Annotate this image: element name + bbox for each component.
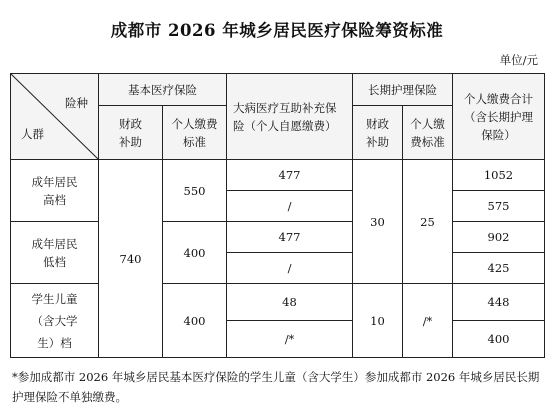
group-student: 学生儿童 （含大学 生）档 bbox=[11, 284, 99, 358]
ltc-subsidy-student: 10 bbox=[353, 284, 403, 358]
header-ltc-personal: 个人缴 费标准 bbox=[403, 106, 453, 160]
basic-personal-adult-low: 400 bbox=[163, 222, 227, 284]
serious-student-a: 48 bbox=[227, 284, 353, 321]
ltc-personal-adult: 25 bbox=[403, 160, 453, 284]
serious-adult-high-a: 477 bbox=[227, 160, 353, 191]
serious-adult-high-b: / bbox=[227, 191, 353, 222]
table-row bbox=[11, 222, 545, 253]
basic-personal-adult-high: 550 bbox=[163, 160, 227, 222]
ltc-subsidy-adult: 30 bbox=[353, 160, 403, 284]
header-basic-subsidy: 财政 补助 bbox=[99, 106, 163, 160]
serious-student-b: /* bbox=[227, 321, 353, 358]
total-student-a: 448 bbox=[453, 284, 545, 321]
header-long-term-care: 长期护理保险 bbox=[353, 74, 453, 106]
header-corner-cell bbox=[11, 74, 99, 160]
header-basic-medical: 基本医疗保险 bbox=[99, 74, 227, 106]
table-row bbox=[11, 284, 545, 321]
header-insurance-type: 险种 bbox=[65, 96, 88, 110]
header-serious-illness: 大病医疗互助补充保险（个人自愿缴费） bbox=[227, 74, 353, 160]
basic-personal-student: 400 bbox=[163, 284, 227, 358]
diagonal-line bbox=[11, 74, 98, 159]
header-basic-personal: 个人缴费 标准 bbox=[163, 106, 227, 160]
unit-label: 单位/元 bbox=[499, 53, 538, 67]
page-title: 成都市 2026 年城乡居民医疗保险筹资标准 bbox=[110, 21, 444, 40]
total-adult-low-a: 902 bbox=[453, 222, 545, 253]
footnote: *参加成都市 2026 年城乡居民基本医疗保险的学生儿童（含大学生）参加成都市 2026 年城乡居民长期护理保险不单独缴费。 bbox=[12, 370, 540, 404]
basic-subsidy-value: 740 bbox=[99, 160, 163, 358]
header-ltc-subsidy: 财政 补助 bbox=[353, 106, 403, 160]
total-adult-high-b: 575 bbox=[453, 191, 545, 222]
ltc-personal-student: /* bbox=[403, 284, 453, 358]
group-adult-high: 成年居民 高档 bbox=[11, 160, 99, 222]
total-adult-high-a: 1052 bbox=[453, 160, 545, 191]
total-student-b: 400 bbox=[453, 321, 545, 358]
header-total: 个人缴费合计（含长期护理保险） bbox=[453, 74, 545, 160]
header-population: 人群 bbox=[21, 127, 44, 141]
serious-adult-low-b: / bbox=[227, 253, 353, 284]
table-row bbox=[11, 160, 545, 191]
total-adult-low-b: 425 bbox=[453, 253, 545, 284]
group-adult-low: 成年居民 低档 bbox=[11, 222, 99, 284]
serious-adult-low-a: 477 bbox=[227, 222, 353, 253]
premium-table bbox=[10, 73, 545, 358]
